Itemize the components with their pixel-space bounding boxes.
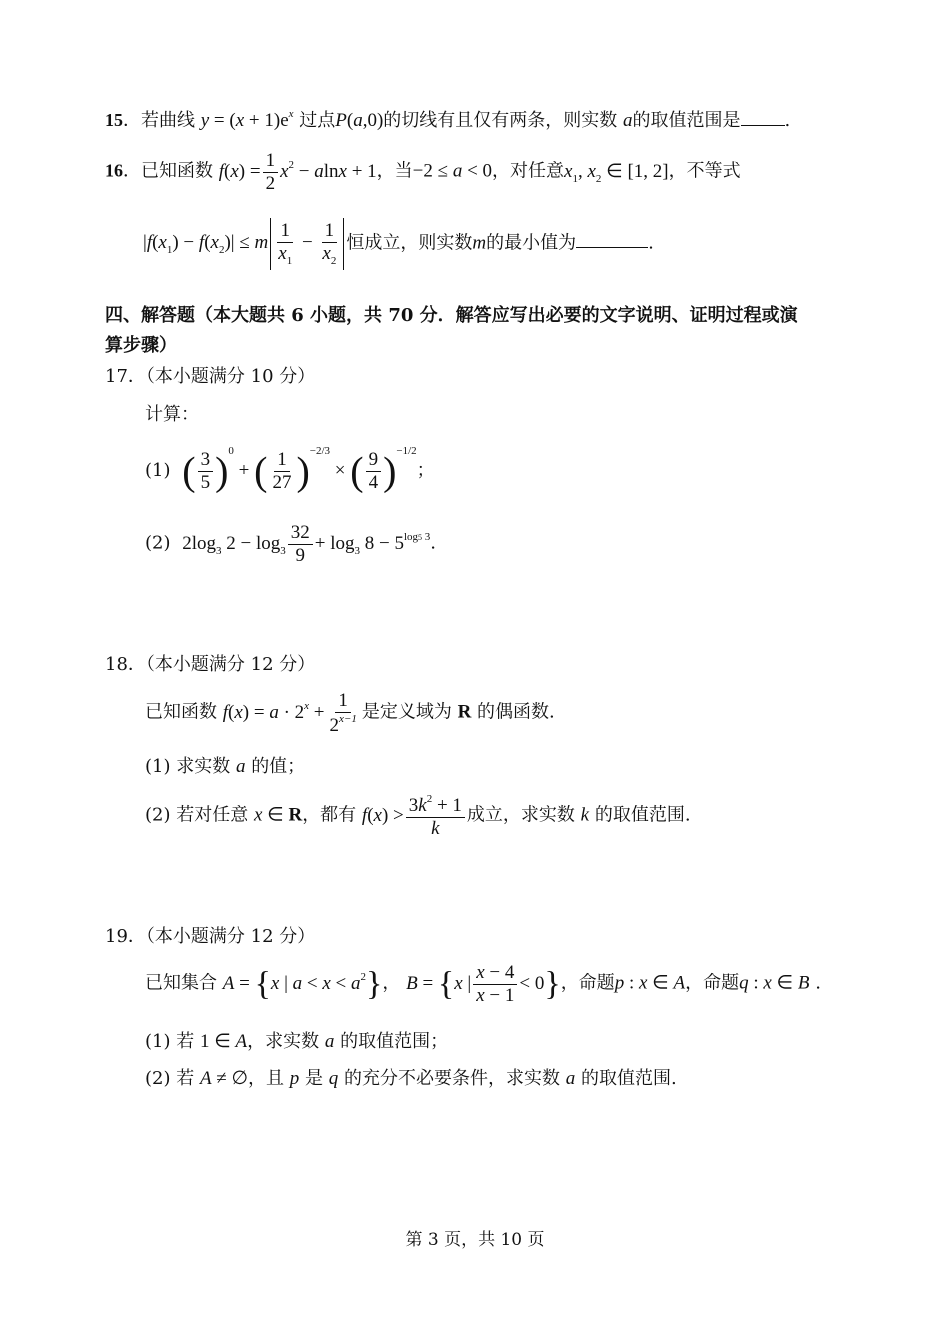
section-heading: 四、解答题（本大题共 6 小题，共 70 分．解答应写出必要的文字说明、证明过程或演: [105, 305, 798, 326]
question-number: 15: [105, 110, 123, 130]
section-heading-cont: 算步骤）: [105, 335, 177, 356]
math-inequality: f(x) > $\frac{3k^2 + 1}{k}$: [362, 805, 467, 826]
question-17-header: 17．（本小题满分 10 分）: [105, 366, 316, 387]
question-19-intro: 已知集合 A = {x | $a < x < a^2$}， B = {x | $\frac{x - 4}{x - 1}$ < 0}，命题p : x ∈ A，命题q : x ∈ B .: [145, 962, 821, 1006]
question-18-intro: 已知函数 $f(x) = a \cdot 2^x$ + $\frac{1}{2^{x-1}}$ 是定义域为 R 的偶函数.: [145, 690, 555, 736]
math-set-a: A = {x | $a < x < a^2$}: [222, 965, 383, 1003]
question-number: 16: [105, 160, 123, 181]
question-19-part2: (2) 若 A ≠ ∅，且 p 是 q 的充分不必要条件，求实数 a 的取值范围.: [145, 1068, 677, 1089]
answer-blank: [741, 125, 785, 126]
math-inequality: $|f(x_1) - f(x_2)| \le m$ $\frac{1}{x_1}$ − $\frac{1}{x_2}$: [143, 232, 346, 253]
page-footer: 第 3 页，共 10 页: [405, 1230, 545, 1250]
question-18-part2: (2) 若对任意 x ∈ R，都有 f(x) > $\frac{3k^2 + 1}{k}$ 成立，求实数 k 的取值范围.: [145, 793, 691, 839]
question-19-header: 19．（本小题满分 12 分）: [105, 926, 316, 947]
question-16: 16．已知函数 f(x) = $\frac{1}{2}$ $x^2 - alnx + 1$，当−2 ≤ a < 0，对任意$x_1$, $x_2$ ∈ [1, 2]，不等式: [105, 150, 741, 194]
math-point: P(a,0): [335, 110, 384, 131]
math-expression-1: ( $\frac{3}{5}$ )$^0$ + ( $\frac{1}{27}$ )$^{-2/3}$ × ( $\frac{9}{4}$ )$^{-1/2}$: [182, 445, 417, 494]
math-set-b: B = {x | $\frac{x - 4}{x - 1}$ < 0}: [406, 962, 561, 1006]
math-function: f(x) = $\frac{1}{2}$ $x^2 - alnx + 1$: [218, 150, 377, 194]
question-17-intro: 计算：: [145, 404, 199, 425]
math-expression-2: $2\log_3$ $2 - \log_3$ $\frac{32}{9}$ + $\log_3 8 - 5^{log5 3}$: [182, 522, 431, 566]
question-17-part2: (2) $2\log_3$ $2 - \log_3$ $\frac{32}{9}$ + $\log_3 8 - 5^{log5 3}$.: [145, 522, 437, 566]
question-18-part1: (1) 求实数 a 的值；: [145, 756, 306, 777]
question-15: 15．若曲线 $y = (x + 1)e^x$ 过点P(a,0)的切线有且仅有两条，则实数 a的取值范围是 .: [105, 108, 791, 131]
question-17-part1: (1) ( $\frac{3}{5}$ )$^0$ + ( $\frac{1}{27}$ )$^{-2/3}$ × ( $\frac{9}{4}$ )$^{-1/2}$；: [145, 445, 435, 494]
question-16-inequality: $|f(x_1) - f(x_2)| \le m$ $\frac{1}{x_1}$ − $\frac{1}{x_2}$ 恒成立，则实数m的最小值为 .: [143, 218, 654, 270]
question-18-header: 18．（本小题满分 12 分）: [105, 654, 316, 675]
question-19-part1: (1) 若 1 ∈ A，求实数 a 的取值范围；: [145, 1031, 449, 1052]
answer-blank: [576, 247, 648, 248]
math-curve: $y = (x + 1)e^x$: [200, 108, 294, 131]
math-function: $f(x) = a \cdot 2^x$ + $\frac{1}{2^{x-1}}$: [222, 690, 357, 736]
